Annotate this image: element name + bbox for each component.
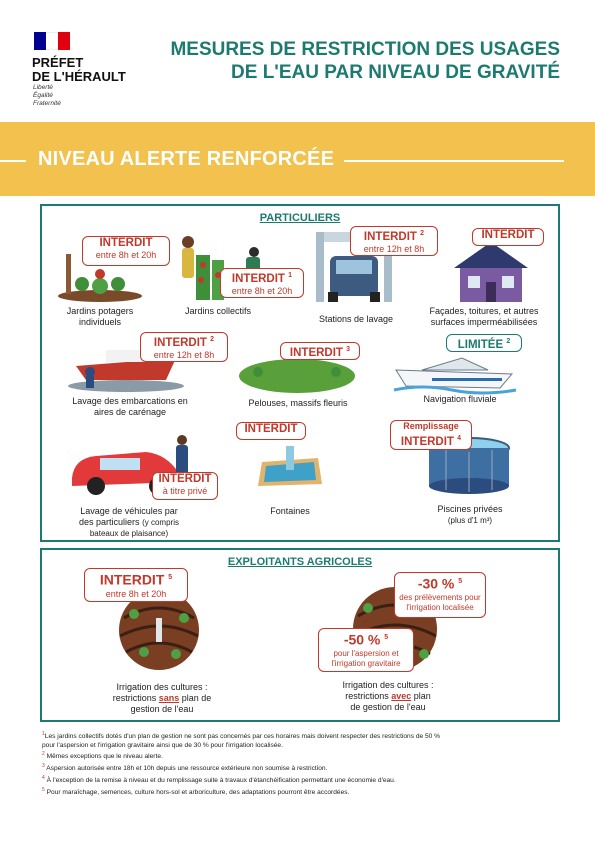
badge-aspersion-50: [318, 628, 414, 672]
badge-jardins-collectifs-status: INTERDIT: [231, 272, 285, 285]
badge-aspersion-50-line-2: l'irrigation gravitaire: [331, 658, 401, 668]
badge-jardins-potagers-hours: entre 8h et 20h: [95, 250, 157, 260]
fountain-illustration: [254, 440, 326, 492]
label-jardins-collectifs-line-1: Jardins collectifs: [184, 306, 252, 316]
house-facade-illustration: [446, 238, 536, 304]
prefecture-line-2: DE L'HÉRAULT: [32, 69, 126, 84]
republic-motto: [33, 84, 103, 108]
footnotes: [42, 730, 562, 798]
footnote-4-text: À l'exception de la remise à niveau et du remplissage suite à travaux d'étanchéification permettant une économie d'eau.: [46, 777, 396, 785]
footnote-1-num: 1: [42, 731, 45, 737]
label-vehicules: [54, 506, 204, 539]
footnote-ref-5a: 5: [168, 574, 173, 581]
badge-jardins-potagers-status: INTERDIT: [99, 237, 153, 249]
footnote-ref-2b: 2: [210, 336, 215, 343]
page-title: [150, 38, 560, 84]
footnote-1-text: Les jardins collectifs dotés d'un plan de gestion ne sont pas concernés par ces horaires mais doivent respecter des restrictions de 50 %: [44, 733, 441, 741]
badge-embarcations-hours: entre 12h et 8h: [153, 349, 215, 360]
label-irrigation-avec-plan-line-1: Irrigation des cultures :: [342, 680, 434, 690]
page-title-line-2: DE L'EAU PAR NIVEAU DE GRAVITÉ: [231, 62, 560, 83]
footnote-3-text: Aspersion autorisée entre 18h et 10h depuis une ressource extérieure non soumise à restriction.: [46, 765, 328, 773]
label-irrigation-avec-plan: [322, 680, 454, 713]
prefecture-line-1: PRÉFET: [32, 55, 84, 70]
footnote-4: [42, 774, 562, 786]
footnote-1-cont: [42, 742, 562, 751]
footnote-ref-2: 2: [420, 230, 425, 237]
badge-stations-lavage-status: INTERDIT: [363, 230, 417, 243]
label-facades: [410, 306, 558, 328]
footnote-ref-5b: 5: [458, 578, 463, 585]
label-vehicules-line-1: Lavage de véhicules par: [80, 506, 178, 516]
badge-jardins-collectifs-hours: entre 8h et 20h: [231, 285, 293, 296]
motto-liberte: Liberté: [33, 84, 53, 91]
label-irrigation-sans-plan-line-3: gestion de l'eau: [130, 704, 194, 714]
label-jardins-potagers-line-2: individuels: [78, 317, 122, 327]
prefecture-name: [32, 56, 142, 84]
label-fontaines: [240, 506, 340, 517]
badge-prelevements-30-line-2: l'irrigation localisée: [406, 602, 474, 612]
badge-fontaines-status: INTERDIT: [244, 423, 298, 435]
badge-vehicules-status: INTERDIT: [158, 473, 212, 485]
label-vehicules-line-3: bateaux de plaisance): [89, 529, 169, 538]
footnote-4-num: 4: [42, 774, 45, 781]
badge-navigation: [446, 334, 522, 352]
badge-prelevements-30-value: -30 %: [417, 575, 455, 592]
badge-prelevements-30-line-1: des prélèvements pour: [399, 592, 481, 602]
footnote-ref-1: 1: [288, 272, 293, 279]
label-irrigation-avec-plan-line-2c: plan: [413, 691, 431, 701]
badge-aspersion-50-value: -50 %: [343, 631, 381, 648]
label-jardins-potagers: [50, 306, 150, 328]
badge-stations-lavage: [350, 226, 438, 256]
label-embarcations: [60, 396, 200, 418]
badge-facades: [472, 228, 544, 246]
badge-aspersion-50-line-1: pour l'aspersion et: [333, 648, 399, 658]
footnote-3: [42, 762, 562, 774]
badge-pelouses-status: INTERDIT: [289, 346, 343, 359]
label-fontaines-line-1: Fontaines: [270, 506, 310, 516]
badge-vehicules-scope: à titre privé: [162, 486, 208, 496]
particuliers-title: PARTICULIERS: [259, 212, 341, 224]
label-jardins-collectifs: [168, 306, 268, 317]
label-jardins-potagers-line-1: Jardins potagers: [66, 306, 134, 316]
badge-jardins-potagers: [82, 236, 170, 266]
alert-level-title: NIVEAU ALERTE RENFORCÉE: [38, 148, 335, 170]
label-facades-line-1: Façades, toitures, et autres: [429, 306, 539, 316]
label-facades-line-2: surfaces imperméabilisées: [430, 317, 538, 327]
badge-irrigation-sans-plan-status: INTERDIT: [99, 571, 165, 588]
badge-piscines-status: INTERDIT: [400, 435, 454, 448]
label-piscines: [410, 504, 530, 526]
badge-piscines: [390, 420, 472, 450]
agricoles-title: EXPLOITANTS AGRICOLES: [227, 556, 373, 568]
label-pelouses: [238, 398, 358, 409]
label-navigation: [400, 394, 520, 405]
label-vehicules-line-2: des particuliers: [79, 517, 140, 527]
footnote-1: [42, 730, 562, 742]
badge-pelouses: [280, 342, 360, 360]
label-embarcations-line-1: Lavage des embarcations en: [72, 396, 188, 406]
footnote-ref-4: 4: [457, 435, 462, 442]
badge-navigation-status: LIMITÉE: [457, 338, 504, 351]
label-irrigation-avec-plan-line-3: de gestion de l'eau: [350, 702, 426, 712]
footnote-5-num: 5: [42, 786, 45, 793]
motto-egalite: Égalité: [33, 92, 53, 99]
badge-embarcations-status: INTERDIT: [153, 336, 207, 349]
label-irrigation-sans-plan-line-1: Irrigation des cultures :: [116, 682, 208, 692]
footnote-ref-5c: 5: [384, 634, 389, 641]
river-boat-illustration: [392, 352, 524, 392]
motto-fraternite: Fraternité: [33, 100, 61, 107]
label-irrigation-sans-emphasis: sans: [158, 693, 180, 703]
badge-irrigation-sans-plan: [84, 568, 188, 602]
footnote-2-text: Mêmes exceptions que le niveau alerte.: [46, 753, 163, 761]
footnote-3-num: 3: [42, 763, 45, 770]
badge-piscines-action: Remplissage: [403, 421, 459, 431]
label-pelouses-line-1: Pelouses, massifs fleuris: [248, 398, 348, 408]
label-irrigation-sans-plan-line-2c: plan de: [181, 693, 212, 703]
label-stations-lavage: [306, 314, 406, 325]
label-vehicules-line-2b: (y compris: [142, 518, 179, 527]
footnote-5: [42, 786, 562, 798]
badge-fontaines: [236, 422, 306, 440]
label-irrigation-sans-plan-line-2a: restrictions: [112, 693, 157, 703]
badge-irrigation-sans-plan-hours: entre 8h et 20h: [105, 588, 167, 599]
badge-jardins-collectifs: [220, 268, 304, 298]
footnote-ref-3: 3: [346, 346, 351, 353]
marianne-flag-logo: [34, 32, 70, 50]
footnote-5-text: Pour maraîchage, semences, culture hors-sol et arboriculture, des adaptations pourront être accordées.: [46, 788, 350, 796]
label-irrigation-avec-emphasis: avec: [391, 691, 412, 701]
footnote-2-num: 2: [42, 751, 45, 758]
label-navigation-line-1: Navigation fluviale: [423, 394, 497, 404]
label-stations-lavage-line-1: Stations de lavage: [318, 314, 394, 324]
badge-embarcations: [140, 332, 228, 362]
badge-prelevements-30: [394, 572, 486, 618]
band-divider-right: [344, 160, 564, 162]
footnote-ref-2c: 2: [506, 338, 511, 345]
label-embarcations-line-2: aires de carénage: [93, 407, 167, 417]
label-irrigation-sans-plan: [96, 682, 228, 715]
label-piscines-line-1: Piscines privées: [437, 504, 503, 514]
label-irrigation-avec-plan-line-2a: restrictions: [345, 691, 389, 701]
band-divider-left: [0, 160, 26, 162]
page-title-line-1: MESURES DE RESTRICTION DES USAGES: [170, 39, 560, 60]
footnote-2: [42, 750, 562, 762]
footnote-1-cont-text: pour l'aspersion et l'irrigation gravitaire ainsi que de 30 % pour l'irrigation localisée.: [42, 741, 283, 749]
badge-facades-status: INTERDIT: [481, 229, 535, 241]
badge-vehicules: [152, 472, 218, 500]
badge-stations-lavage-hours: entre 12h et 8h: [363, 243, 425, 254]
label-piscines-line-2: (plus d'1 m³): [447, 516, 493, 525]
